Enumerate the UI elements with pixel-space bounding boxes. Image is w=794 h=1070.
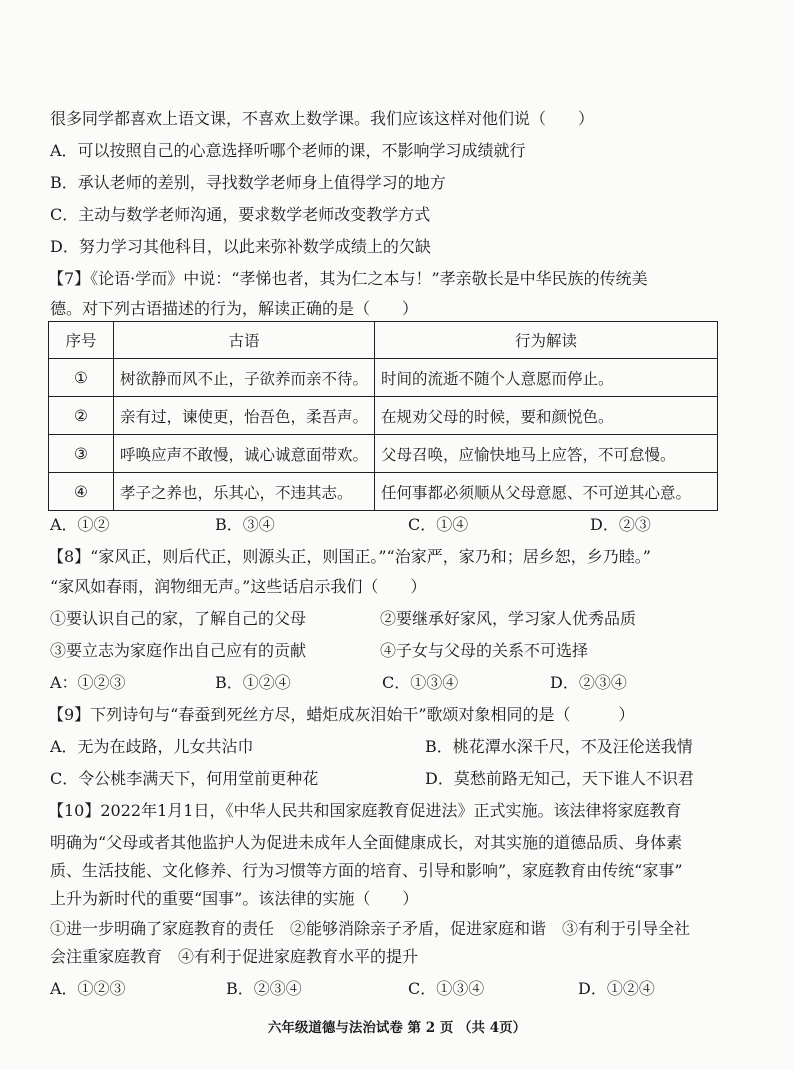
q7-stem-line1: 【7】《论语·学而》中说：“孝悌也者，其为仁之本与！”孝亲敬长是中华民族的传统美 — [48, 269, 648, 288]
table-cell-ancient: 树欲静而风不止，子欲养而亲不待。 — [114, 359, 375, 397]
q6-option-c: C．主动与数学老师沟通，要求数学老师改变教学方式 — [50, 205, 431, 224]
q7-table — [48, 321, 718, 511]
table-cell-ancient: 亲有过，谏使更，怡吾色，柔吾声。 — [114, 397, 375, 435]
table-header-interpretation: 行为解读 — [375, 322, 718, 359]
table-cell-number: ④ — [49, 473, 114, 511]
q8-statement-3: ③要立志为家庭作出自己应有的贡献 — [50, 641, 307, 660]
table-cell-number: ② — [49, 397, 114, 435]
q6-stem: 很多同学都喜欢上语文课，不喜欢上数学课。我们应该这样对他们说（ ） — [50, 109, 595, 128]
table-cell-interpretation: 任何事都必须顺从父母意愿、不可逆其心意。 — [375, 473, 718, 511]
table-header-row — [49, 322, 718, 359]
q6-option-d: D．努力学习其他科目，以此来弥补数学成绩上的欠缺 — [50, 237, 431, 256]
q10-stem-line1: 【10】2022年1月1日，《中华人民共和国家庭教育促进法》正式实施。该法律将家庭教育 — [48, 801, 682, 820]
q8-option-b: B．①②④ — [215, 673, 291, 692]
table-cell-ancient: 呼唤应声不敢慢，诚心诚意面带欢。 — [114, 435, 375, 473]
q8-statement-2: ②要继承好家风，学习家人优秀品质 — [380, 609, 637, 628]
q10-stem-line4: 上升为新时代的重要“国事”。该法律的实施（ ） — [50, 889, 419, 908]
q8-stem-line2: “家风如春雨，润物细无声。”这些话启示我们（ ） — [50, 577, 427, 596]
q7-option-b: B．③④ — [215, 515, 275, 534]
q7-option-a: A．①② — [50, 515, 110, 534]
q10-option-b: B．②③④ — [226, 979, 302, 998]
table-cell-interpretation: 在规劝父母的时候，要和颜悦色。 — [375, 397, 718, 435]
q8-option-d: D．②③④ — [550, 673, 627, 692]
q8-option-a: A：①②③ — [50, 673, 126, 692]
q10-stem-line3: 质、生活技能、文化修养、行为习惯等方面的培育、引导和影响”，家庭教育由传统“家事” — [50, 861, 683, 880]
q10-option-a: A．①②③ — [50, 979, 126, 998]
q8-stem-line1: 【8】“家风正，则后代正，则源头正，则国正。”“治家严，家乃和；居乡恕，乡乃睦。” — [48, 547, 651, 566]
table-cell-interpretation: 时间的流逝不随个人意愿而停止。 — [375, 359, 718, 397]
table-row — [49, 359, 718, 397]
q10-stem-line2: 明确为“父母或者其他监护人为促进未成年人全面健康成长，对其实施的道德品质、身体素 — [50, 833, 683, 852]
q9-option-d: D．莫愁前路无知己，天下谁人不识君 — [425, 769, 694, 788]
q10-statements-line2: 会注重家庭教育 ④有利于促进家庭教育水平的提升 — [50, 947, 419, 966]
table-cell-number: ① — [49, 359, 114, 397]
table-cell-interpretation: 父母召唤，应愉快地马上应答，不可怠慢。 — [375, 435, 718, 473]
q9-option-b: B．桃花潭水深千尺，不及汪伦送我情 — [425, 737, 693, 756]
q9-option-a: A．无为在歧路，儿女共沾巾 — [50, 737, 254, 756]
q8-statement-4: ④子女与父母的关系不可选择 — [380, 641, 589, 660]
q8-option-c: C．①③④ — [382, 673, 459, 692]
q10-option-d: D．①②④ — [578, 979, 655, 998]
table-cell-ancient: 孝子之养也，乐其心，不违其志。 — [114, 473, 375, 511]
q9-option-c: C．令公桃李满天下，何用堂前更种花 — [50, 769, 319, 788]
table-row — [49, 435, 718, 473]
table-header-number: 序号 — [49, 322, 114, 359]
table-row — [49, 397, 718, 435]
table-header-ancient: 古语 — [114, 322, 375, 359]
table-cell-number: ③ — [49, 435, 114, 473]
page-footer: 六年级道德与法治试卷 第 2 页 （共 4页） — [267, 1020, 527, 1036]
q7-option-c: C．①④ — [408, 515, 469, 534]
q10-statements-line1: ①进一步明确了家庭教育的责任 ②能够消除亲子矛盾，促进家庭和谐 ③有利于引导全社 — [50, 919, 691, 938]
q7-option-d: D．②③ — [590, 515, 651, 534]
q7-stem-line2: 德。对下列古语描述的行为，解读正确的是（ ） — [50, 299, 419, 318]
q8-statement-1: ①要认识自己的家，了解自己的父母 — [50, 609, 307, 628]
q6-option-a: A．可以按照自己的心意选择听哪个老师的课，不影响学习成绩就行 — [50, 141, 526, 160]
table-row — [49, 473, 718, 511]
q6-option-b: B．承认老师的差别，寻找数学老师身上值得学习的地方 — [50, 173, 446, 192]
q9-stem: 【9】下列诗句与“春蚕到死丝方尽，蜡炬成灰泪始干”歌颂对象相同的是（ ） — [48, 705, 635, 724]
q10-option-c: C．①③④ — [408, 979, 485, 998]
